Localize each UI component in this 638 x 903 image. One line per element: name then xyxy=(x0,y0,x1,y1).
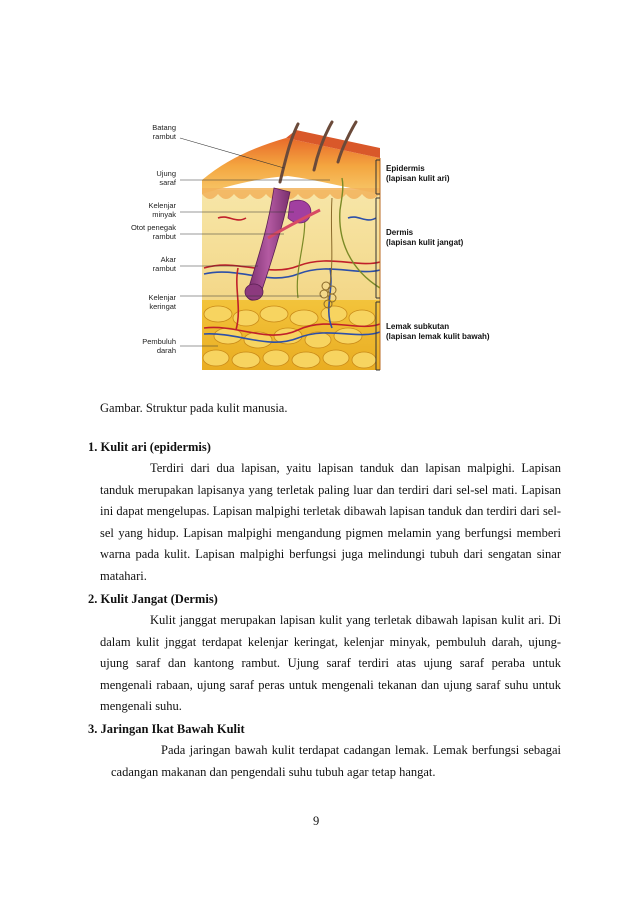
label-kelenjar-keringat: Kelenjar keringat xyxy=(148,293,176,311)
label-dermis-sub: (lapisan kulit jangat) xyxy=(386,237,464,247)
figure-caption: Gambar. Struktur pada kulit manusia. xyxy=(100,401,288,415)
label-lemak-name: Lemak subkutan xyxy=(386,322,450,331)
section-2-paragraph: Kulit janggat merupakan lapisan kulit yang terletak dibawah lapisan kulit ari. Di dalam kulit jnggat terdapat kelenjar keringat, kelenjar minyak, pembuluh darah, ujung-ujung saraf dan kantong rambut. Ujung saraf terdiri atas ujung saraf peraba untuk mengenali rabaan, ujung saraf peras untuk mengenali tekanan dan ujung saraf suhu untuk mengenali suhu. xyxy=(100,613,561,714)
label-batang-rambut: Batang rambut xyxy=(152,123,176,141)
label-epidermis-sub: (lapisan kulit ari) xyxy=(386,173,450,183)
label-otot-penegak-rambut: Otot penegak rambut xyxy=(130,223,176,241)
label-lemak-subkutan xyxy=(386,322,490,341)
label-lemak-sub: (lapisan lemak kulit bawah) xyxy=(386,331,490,341)
section-1-paragraph: Terdiri dari dua lapisan, yaitu lapisan tanduk dan lapisan malpighi. Lapisan tanduk merupakan lapisanya yang terletak paling luar dan terdiri dari sel-sel mati. Lapisan ini dapat mengelupas. Lapisan malpighi terletak dibawah lapisan tanduk dan terdiri dari sel-sel yang hidup. Lapisan malpighi mengandung pigmen melamin yang berfungsi memberi warna pada kulit. Lapisan malpighi berfungsi juga melindungi tubuh dari sengatan sinar matahari. xyxy=(100,461,561,583)
label-akar-rambut: Akar rambut xyxy=(152,255,176,273)
label-epidermis-name: Epidermis xyxy=(386,164,425,173)
section-1-heading: 1. Kulit ari (epidermis) xyxy=(88,440,211,454)
label-epidermis xyxy=(386,164,450,183)
section-3-heading: 3. Jaringan Ikat Bawah Kulit xyxy=(88,722,245,736)
papillae-wave xyxy=(202,188,380,199)
label-pembuluh-darah: Pembuluh darah xyxy=(142,337,176,355)
page-number: 9 xyxy=(313,814,320,828)
section-2-heading: 2. Kulit Jangat (Dermis) xyxy=(88,592,218,606)
hair-bulb xyxy=(245,284,263,300)
label-dermis-name: Dermis xyxy=(386,228,414,237)
skin-structure-figure xyxy=(118,118,518,376)
label-kelenjar-minyak: Kelenjar minyak xyxy=(148,201,176,219)
label-dermis xyxy=(386,228,463,247)
label-ujung-saraf: Ujung saraf xyxy=(156,169,176,187)
section-3-paragraph: Pada jaringan bawah kulit terdapat cadangan lemak. Lemak berfungsi sebagai cadangan makanan dan pengendali suhu tubuh agar tetap hangat. xyxy=(111,743,561,779)
